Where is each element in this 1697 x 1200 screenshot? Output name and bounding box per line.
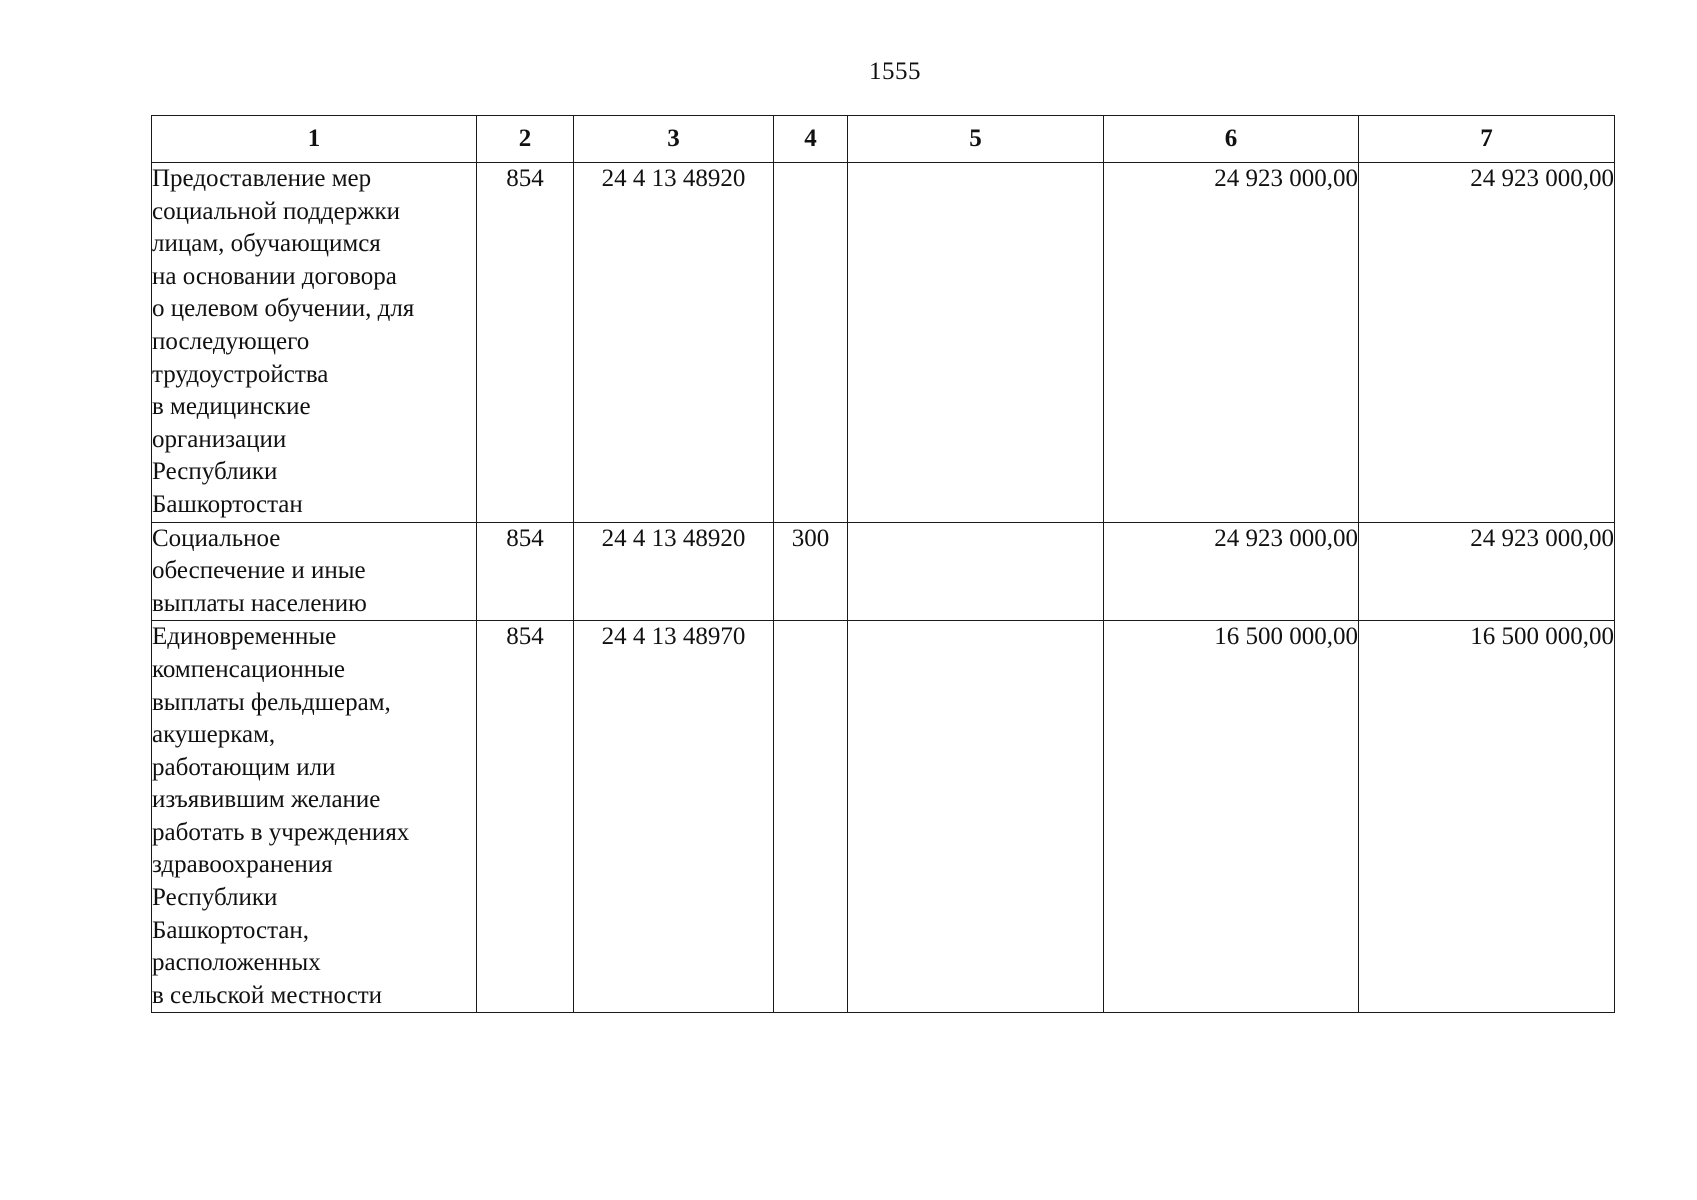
row-col7-cell: 24 923 000,00 (1359, 163, 1615, 523)
row-col5-cell (848, 621, 1104, 1013)
column-header-6: 6 (1104, 116, 1359, 163)
budget-table (151, 115, 1615, 1013)
row-col6-cell: 16 500 000,00 (1104, 621, 1359, 1013)
table-row (152, 522, 1615, 621)
header-row (152, 116, 1615, 163)
row-col2-cell: 854 (477, 522, 574, 621)
column-header-5: 5 (848, 116, 1104, 163)
row-col2-cell: 854 (477, 621, 574, 1013)
row-col6-cell: 24 923 000,00 (1104, 522, 1359, 621)
row-name: Предоставление мер социальной поддержки лицам, обучающимся на основании договора о целевом обучении, для последующего трудоустройства в медицинские организации Республики Башкортостан (152, 165, 415, 518)
page-number: 1555 (869, 58, 921, 85)
row-col7-cell: 24 923 000,00 (1359, 522, 1615, 621)
row-col7-cell: 16 500 000,00 (1359, 621, 1615, 1013)
column-header-1: 1 (152, 116, 477, 163)
row-col3-cell: 24 4 13 48920 (574, 522, 774, 621)
column-header-3: 3 (574, 116, 774, 163)
column-header-4: 4 (774, 116, 848, 163)
column-header-2: 2 (477, 116, 574, 163)
row-col5-cell (848, 163, 1104, 523)
row-col4-cell (774, 621, 848, 1013)
row-col6-cell: 24 923 000,00 (1104, 163, 1359, 523)
row-name-cell (152, 621, 477, 1013)
row-col3-cell: 24 4 13 48970 (574, 621, 774, 1013)
table-row (152, 621, 1615, 1013)
table-row (152, 163, 1615, 523)
row-col3-cell: 24 4 13 48920 (574, 163, 774, 523)
row-col5-cell (848, 522, 1104, 621)
row-col4-cell: 300 (774, 522, 848, 621)
row-col4-cell (774, 163, 848, 523)
row-name-cell (152, 163, 477, 523)
row-col2-cell: 854 (477, 163, 574, 523)
row-name: Единовременные компенсационные выплаты фельдшерам, акушеркам, работающим или изъявившим желание работать в учреждениях здравоохранения Республики Башкортостан, расположенных в сельской местности (152, 623, 410, 1009)
row-name: Социальное обеспечение и иные выплаты населению (152, 524, 367, 617)
row-name-cell (152, 522, 477, 621)
column-header-7: 7 (1359, 116, 1615, 163)
